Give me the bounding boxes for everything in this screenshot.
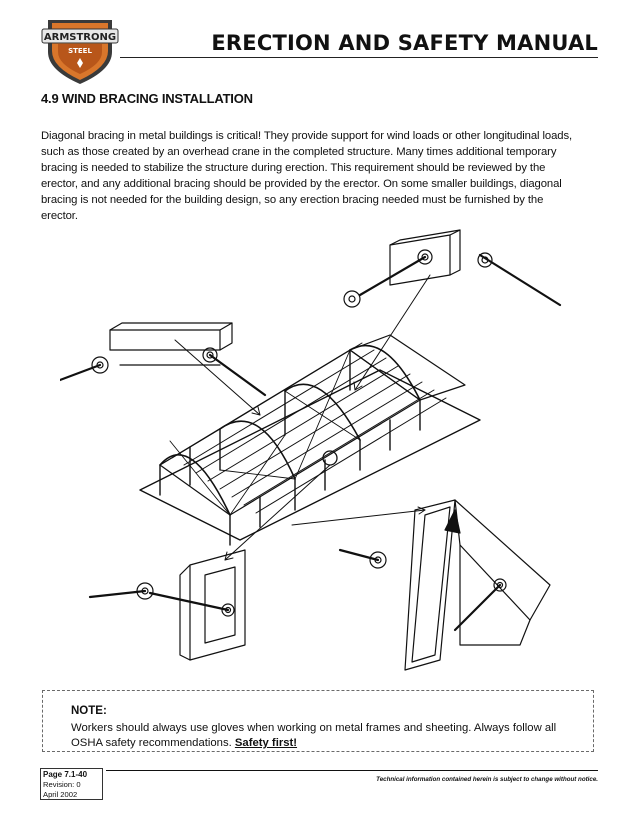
- footer-disclaimer: Technical information contained herein is subject to change without notice.: [376, 776, 598, 783]
- note-text: [71, 721, 581, 751]
- page-number: Page 7.1-40: [43, 770, 88, 779]
- footer-divider: [106, 770, 598, 771]
- note-body: Workers should always use gloves when working on metal frames and sheeting. Always follow all OSHA safety recommendations.: [71, 722, 557, 749]
- page-info-box: [40, 768, 103, 800]
- revision-date: April 2002: [43, 790, 78, 799]
- section-heading: 4.9 WIND BRACING INSTALLATION: [41, 91, 253, 106]
- manual-title: ERECTION AND SAFETY MANUAL: [211, 31, 598, 55]
- logo-sub-text: STEEL: [68, 47, 92, 55]
- note-emphasis: Safety first!: [234, 737, 298, 749]
- bracing-detail-bottom-left: [90, 550, 245, 660]
- armstrong-steel-logo: [38, 14, 122, 86]
- wind-bracing-illustration: [60, 215, 580, 685]
- revision-label: Revision: 0: [43, 780, 81, 789]
- bracing-detail-bottom-right: [340, 500, 550, 670]
- note-title: NOTE:: [71, 705, 107, 717]
- safety-note: [42, 690, 594, 752]
- bracing-detail-left: [60, 323, 265, 395]
- intro-paragraph: Diagonal bracing in metal buildings is critical! They provide support for wind loads or other longitudinal loads, such as those created by an overhead crane in the completed structure. Many times additional temporary bracing is needed to stabilize the structure during erection. This requirement should be reviewed by the erector, and any additional bracing should be provided by the erector. On some smaller buildings, diagonal bracing is not needed for the building design, so any erection bracing needed must be furnished by the erector.: [41, 130, 573, 222]
- logo-brand-text: ARMSTRONG: [43, 32, 117, 43]
- header-divider: [120, 57, 598, 58]
- bracing-detail-top-right: [344, 230, 560, 307]
